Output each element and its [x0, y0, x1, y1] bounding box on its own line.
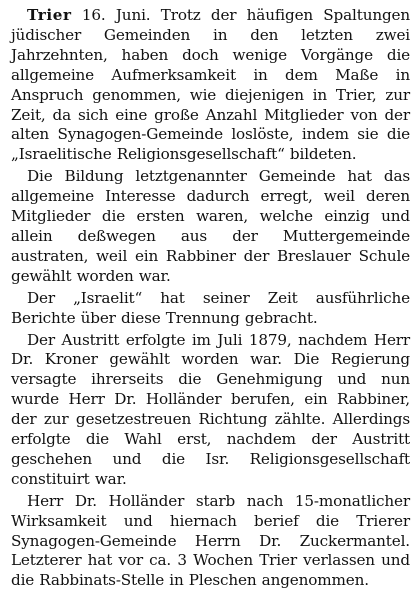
paragraph-5: Herr Dr. Holländer starb nach 15-monatlicher Wirksamkeit und hiernach berief die Trierer Synagogen-Gemeinde Herrn Dr. Zuckermantel. Letzterer hat vor ca. 3 Wochen Trier verlassen und die Rabbinats-Stelle in Pleschen angenommen.: [11, 491, 410, 590]
paragraph-4: Der Austritt erfolgte im Juli 1879, nachdem Herr Dr. Kroner gewählt worden war. Die Regierung versagte ihrerseits die Genehmigung und nun wurde Herr Dr. Holländer berufen, ein Rabbiner, der zur gesetzestreuen Richtung zählte. Allerdings erfolgte die Wahl erst, nachdem der Austritt geschehen und die Isr. Religionsgesellschaft constituirt war.: [11, 330, 410, 488]
paragraph-2: Die Bildung letztgenannter Gemeinde hat das allgemeine Interesse dadurch erregt, weil deren Mitglieder die ersten waren, welche einzig und allein deßwegen aus der Muttergemeinde austraten, weil ein Rabbiner der Breslauer Schule gewählt worden war.: [11, 167, 410, 285]
dateline-place: Trier: [27, 6, 72, 24]
dateline-date: 16. Juni.: [81, 6, 151, 24]
paragraph-1-text: Trotz der häufigen Spaltungen jüdischer Gemeinden in den letzten zwei Jahrzehnten, haben doch wenige Vorgänge die allgemeine Aufmerksamkeit in dem Maße in Anspruch genommen, wie diejenigen in Trier, zur Zeit, da sich eine große Anzahl Mitglieder von der alten Synagogen-Gemeinde loslöste, indem sie die „Israelitische Religionsgesellschaft“ bildeten.: [11, 6, 411, 164]
paragraph-3: Der „Israelit“ hat seiner Zeit ausführliche Berichte über diese Trennung gebracht.: [11, 288, 410, 327]
paragraph-1: [11, 6, 410, 165]
